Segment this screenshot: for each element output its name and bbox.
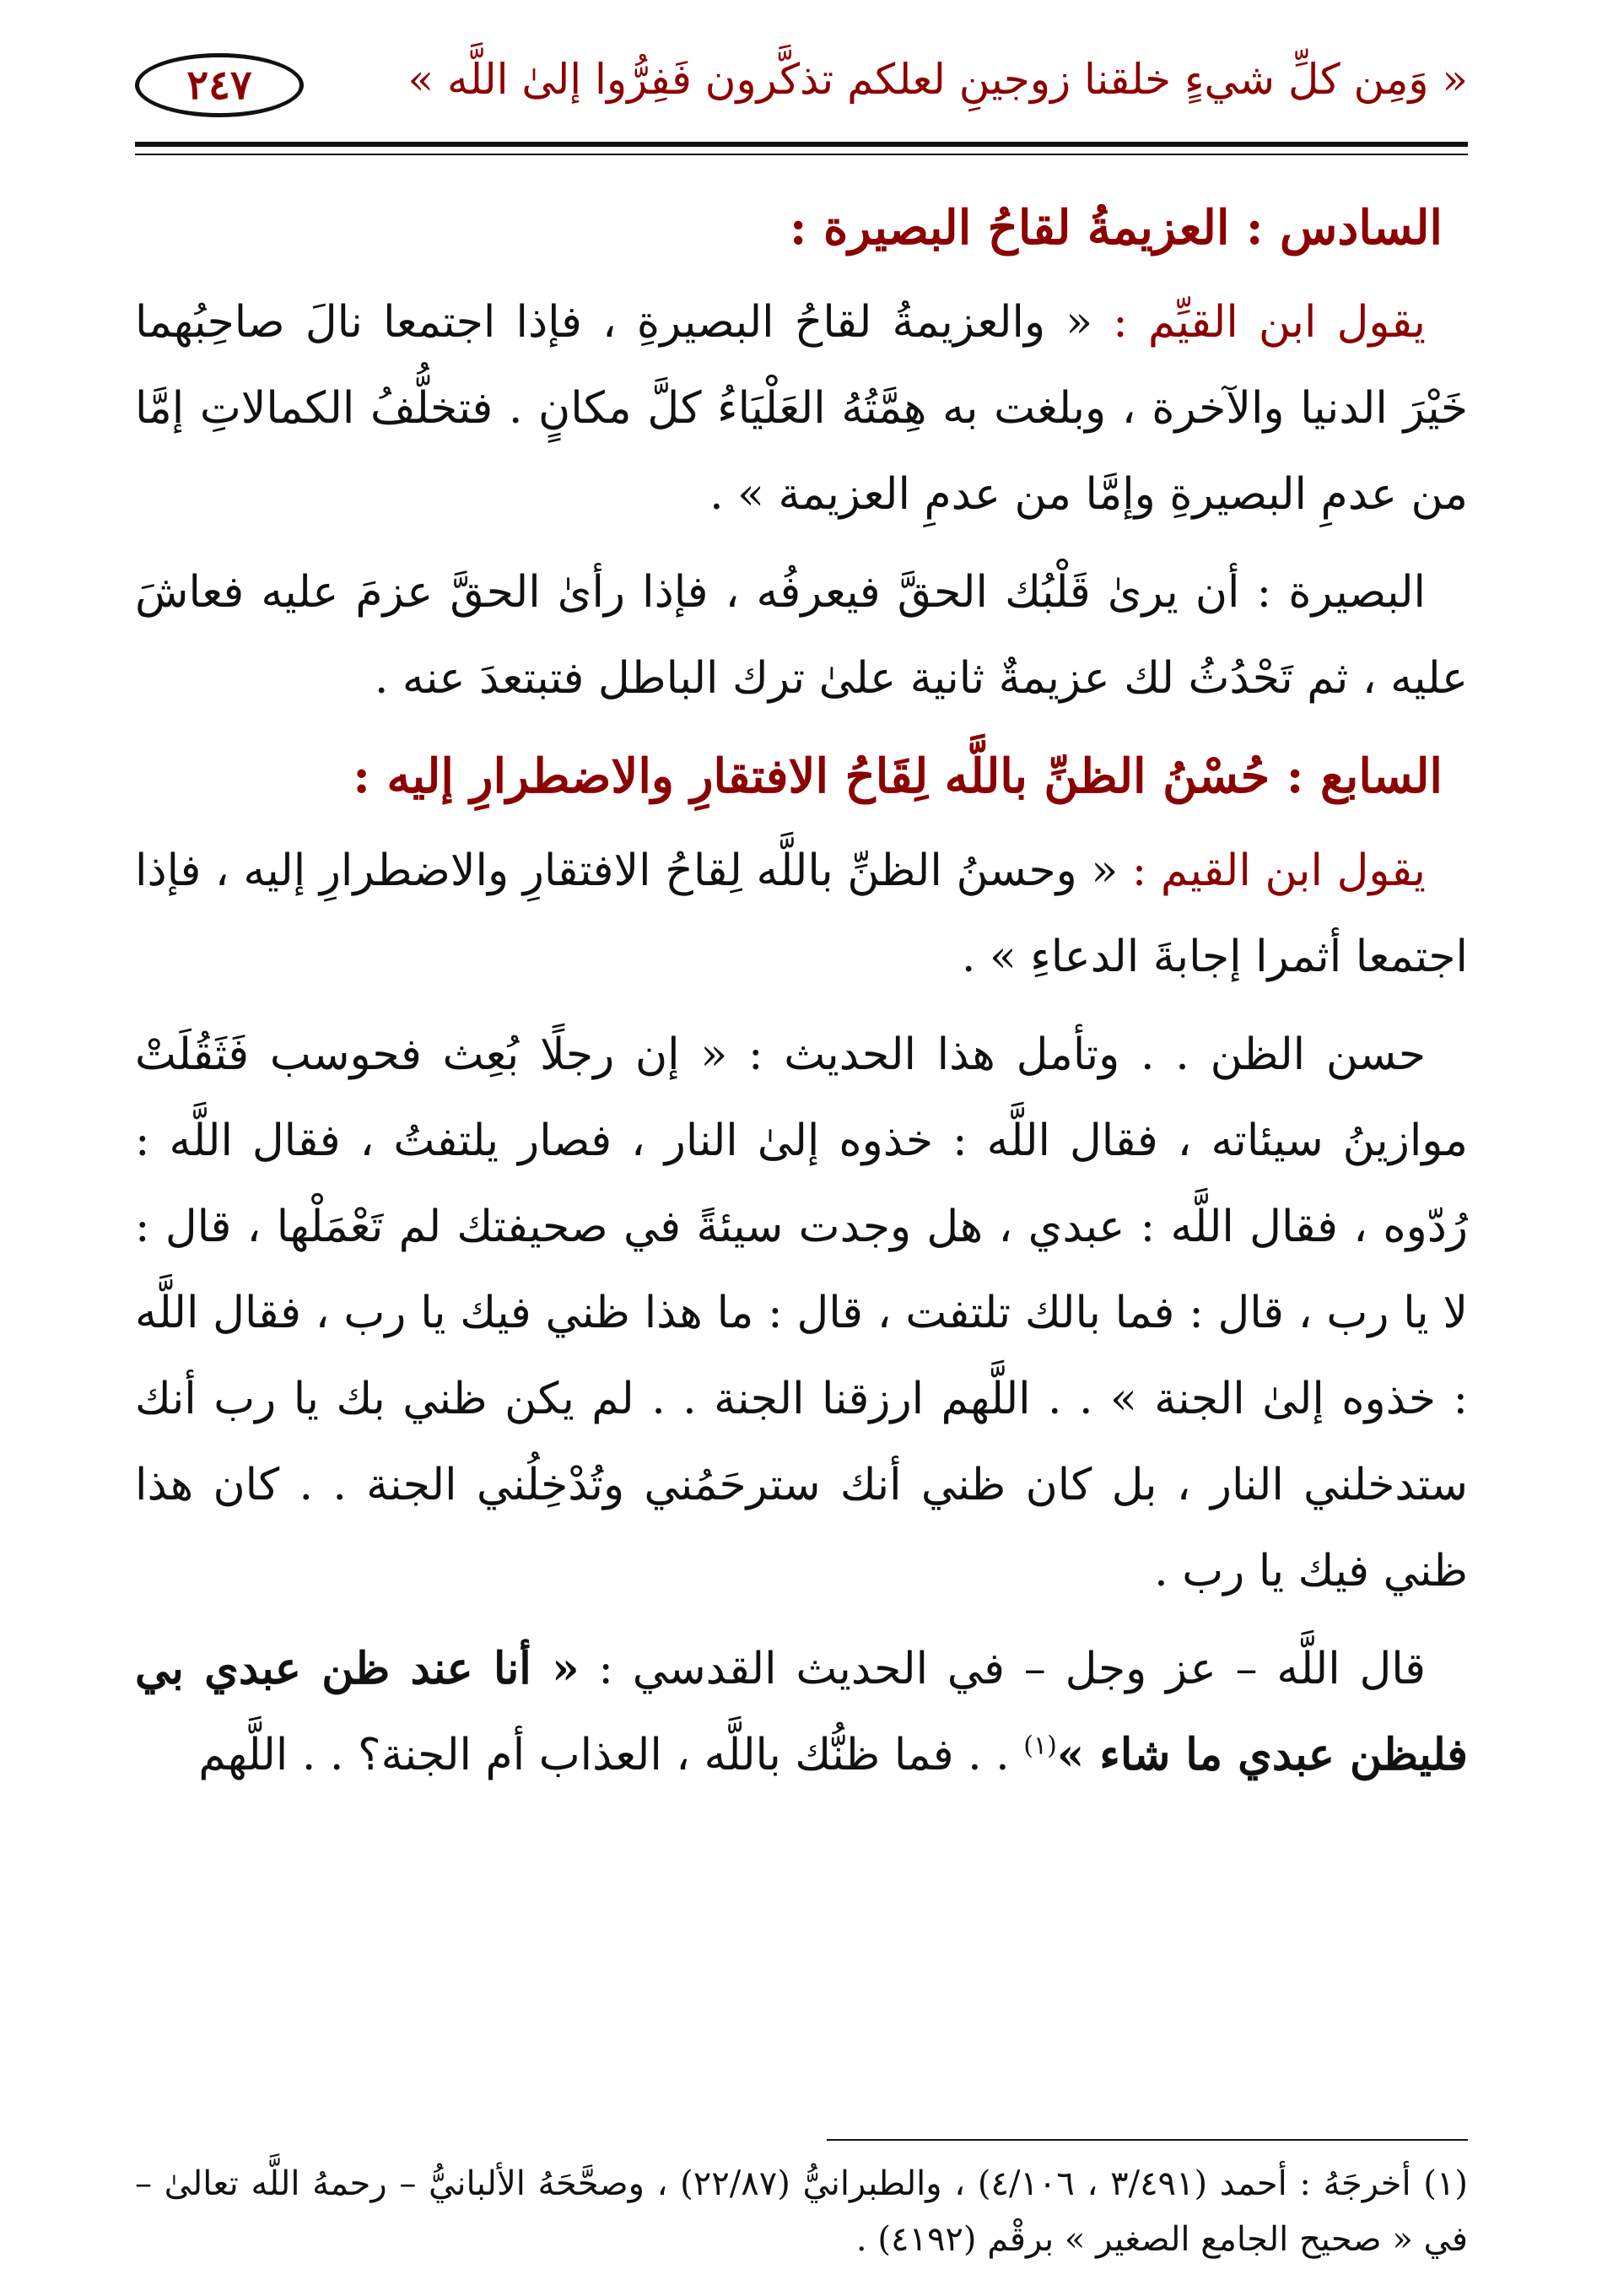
page-header [135, 46, 1468, 135]
header-rule-thick [135, 142, 1468, 147]
quote-text: « والعزيمةُ لقاحُ البصيرةِ ، فإذا اجتمعا نالَ صاحِبُهما خَيْرَ الدنيا والآخرة ، وبلغت به هِمَّتُهُ العَلْيَاءُ كلَّ مكانٍ . فتخلُّفُ الكمالاتِ إمَّا من عدمِ البصيرةِ وإمَّا من عدمِ العزيمة » . [135, 297, 1468, 520]
footnote-separator [827, 2139, 1468, 2141]
main-text [135, 173, 1468, 1810]
paragraph-hadith-qudsi [135, 1626, 1468, 1798]
intro-text: قال اللَّه – عز وجل – في الحديث القدسي : [579, 1644, 1426, 1694]
quote-text: « وحسنُ الظنِّ باللَّه لِقاحُ الافتقارِ والاضطرارِ إليه ، فإذا اجتمعا أثمرا إجابةَ الدعاءِ » . [135, 845, 1468, 982]
paragraph-basira: البصيرة : أن يرىٰ قَلْبُك الحقَّ فيعرفُه ، فإذا رأىٰ الحقَّ عزمَ عليه فعاشَ عليه ، ثم تَحْدُثُ لك عزيمةٌ ثانية علىٰ ترك الباطل فتبتعدَ عنه . [135, 567, 1468, 704]
paragraph-ibn-qayyim-azima [135, 279, 1468, 538]
footnote-1: (١) أخرجَهُ : أحمد (٣/٤٩١ ، ٤/١٠٦) ، والطبرانيُّ (٢٢/٨٧) ، وصحَّحَهُ الألبانيُّ – رحمهُ اللَّه تعالىٰ – في « صحيح الجامع الصغير » برقْم (٤١٩٢) . [135, 2164, 1468, 2259]
footnotes [135, 2156, 1468, 2267]
closing-text: . . فما ظنُّك باللَّه ، العذاب أم الجنة؟ . . اللَّهم [198, 1730, 1024, 1780]
paragraph-hadith: حسن الظن . . وتأمل هذا الحديث : « إن رجلًا بُعِث فحوسب فَثَقُلَتْ موازينُ سيئاته ، فقال اللَّه : خذوه إلىٰ النار ، فصار يلتفتُ ، فقال اللَّه : رُدّوه ، فقال اللَّه : عبدي ، هل وجدت سيئةً في صحيفتك لم تَعْمَلْها ، قال : لا يا رب ، قال : فما بالك تلتفت ، قال : ما هذا ظني فيك يا رب ، فقال اللَّه : خذوه إلىٰ الجنة » . . اللَّهم ارزقنا الجنة . . لم يكن ظني بك يا رب أنك ستدخلني النار ، بل كان ظني أنك سترحَمُني وتُدْخِلُني الجنة . . كان هذا ظني فيك يا رب . [135, 1029, 1468, 1596]
header-rule-thin [135, 154, 1468, 155]
running-title: « وَمِن كلِّ شيءٍ خلقنا زوجينِ لعلكم تذكَّرون فَفِرُّوا إلىٰ اللَّه » [407, 55, 1468, 104]
page-number-badge: ٢٤٧ [135, 53, 304, 117]
section-heading-sixth: السادس : العزيمةُ لقاحُ البصيرة : [789, 200, 1443, 256]
speaker-label: يقول ابن القيِّم : [1113, 297, 1426, 348]
speaker-label: يقول ابن القيم : [1131, 845, 1426, 896]
footnote-marker[interactable]: (١) [1023, 1731, 1057, 1761]
paragraph-ibn-qayyim-husn-zann [135, 828, 1468, 1000]
section-heading-seventh: السابع : حُسْنُ الظنِّ باللَّه لِقَاحُ الافتقارِ والاضطرارِ إليه : [353, 748, 1443, 804]
hadith-quote: « أنا عند ظن عبدي بي فليظن عبدي ما شاء » [135, 1643, 1468, 1780]
